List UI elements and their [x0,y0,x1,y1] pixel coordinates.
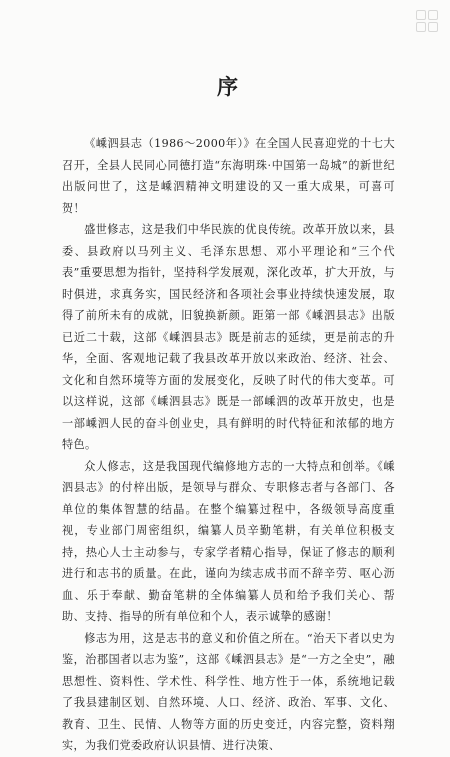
paragraph: 众人修志，这是我国现代编修地方志的一大特点和创举。《嵊泗县志》的付梓出版，是领导与群众、专职修志者与各部门、各单位的集体智慧的结晶。在整个编纂过程中，各级领导高度重视，专业部门周密组织，编纂人员辛勤笔耕，有关单位积极支持，热心人士主动参与，专家学者精心指导，保证了修志的顺利进行和志书的质量。在此，谨向为续志成书而不辞辛劳、呕心沥血、乐于奉献、勤奋笔耕的全体编纂人员和给予我们关心、帮助、支持、指导的所有单位和个人，表示诚挚的感谢！ [62,459,395,623]
watermark-logo [416,10,438,32]
document-page [62,0,395,757]
paragraph: 修志为用，这是志书的意义和价值之所在。“治天下者以史为鉴，治郡国者以志为鉴”，这部《嵊泗县志》是“一方之全史”，融思想性、资料性、学术性、科学性、地方性于一体，系统地记载了我县建制区划、自然环境、人口、经济、政治、军事、文化、教育、卫生、民情、人物等方面的历史变迁，内容完整，资料翔实，为我们党委政府认识县情、进行决策、 [62,631,395,752]
page-title: 序 [217,74,240,99]
body-text [62,133,395,757]
paragraph: 《嵊泗县志（1986～2000年）》在全国人民喜迎党的十七大召开，全县人民同心同德打造“东海明珠·中国第一岛城”的新世纪出版问世了，这是嵊泗精神文明建设的又一重大成果，可喜可贺！ [62,137,395,215]
paragraph: 盛世修志，这是我们中华民族的优良传统。改革开放以来，县委、县政府以马列主义、毛泽东思想、邓小平理论和“三个代表”重要思想为指针，坚持科学发展观，深化改革，扩大开放，与时俱进，求真务实，国民经济和各项社会事业持续快速发展，取得了前所未有的成就，旧貌换新颜。距第一部《嵊泗县志》出版已近二十载，这部《嵊泗县志》既是前志的延续，更是前志的升华，全面、客观地记载了我县改革开放以来政治、经济、社会、文化和自然环境等方面的发展变化，反映了时代的伟大变革。可以这样说，这部《嵊泗县志》既是一部嵊泗的改革开放史，也是一部嵊泗人民的奋斗创业史，具有鲜明的时代特征和浓郁的地方特色。 [62,223,395,451]
